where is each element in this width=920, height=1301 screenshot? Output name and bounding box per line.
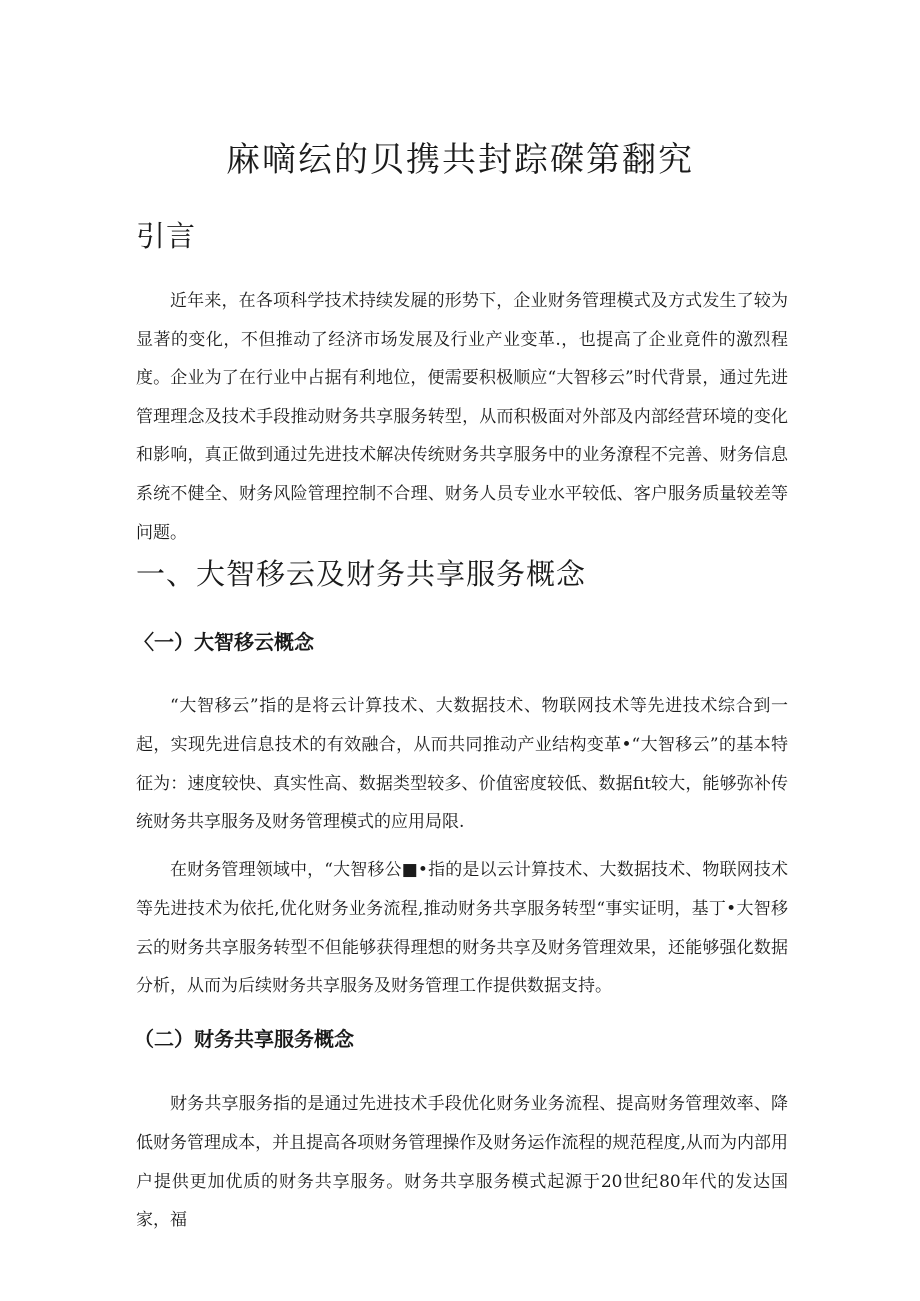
subsection1-heading: 〈一）大智移云概念	[134, 630, 314, 654]
intro-heading: 引言	[136, 219, 197, 253]
subsection1-paragraph-1: “大智移云”指的是将云计算技术、大数据技术、物联网技术等先进技术综合到一起，实现先进信息技术的有效融合，从而共同推动产业结构变革•“大智移云”的基本特征为：速度较快、真实性高、数据类型较多、价值密度较低、数据fit较大，能够弥补传统财务共享服务及财务管理模式的应用局限.	[136, 696, 788, 833]
document-title: 麻嘀纭的贝携共封踪磔第翻究	[226, 140, 694, 180]
subsection1-paragraph-2: 在财务管理领域中，“大智移公■•指的是以云计算技术、大数据技术、物联网技术等先进技术为依托,优化财务业务流程,推动财务共享服务转型“事实证明，基丁•大智移云的财务共享服务转型不但能够获得理想的财务共享及财务管理效果，还能够强化数据分析，从而为后续财务共享服务及财务管理工作提供数据支持。	[136, 860, 788, 997]
intro-paragraph: 近年来，在各项科学技术持续发屣的形势下，企业财务管理模式及方式发生了较为显著的变化，不但推动了经济市场发展及行业产业变革.，也提高了企业竟件的激烈程度。企业为了在行业中占据有利地位，便需要积极顺应“大智移云”时代背景，通过先进管理理念及技术手段推动财务共享服务转型，从而积极面对外部及内部经营环境的变化和影响，真正做到通过先进技术解决传统财务共享服务中的业务潦程不完善、财务信息系统不健全、财务风险管理控制不合理、财务人员专业水平较低、客户服务质量较差等问题。	[136, 291, 788, 543]
subsection2-heading: （二）财务共享服务概念	[134, 1027, 354, 1051]
section1-heading: 一、大智移云及财务共享服务概念	[136, 557, 587, 591]
subsection2-paragraph-1: 财务共享服务指的是通过先进技术手段优化财务业务流程、提高财务管理效率、降低财务管理成本，并且提高各项财务管理操作及财务运作流程的规范程度,从而为内部用户提供更加优质的财务共享服务。财务共享服务模式起源于20世纪80年代的发达国家，福	[136, 1094, 788, 1231]
